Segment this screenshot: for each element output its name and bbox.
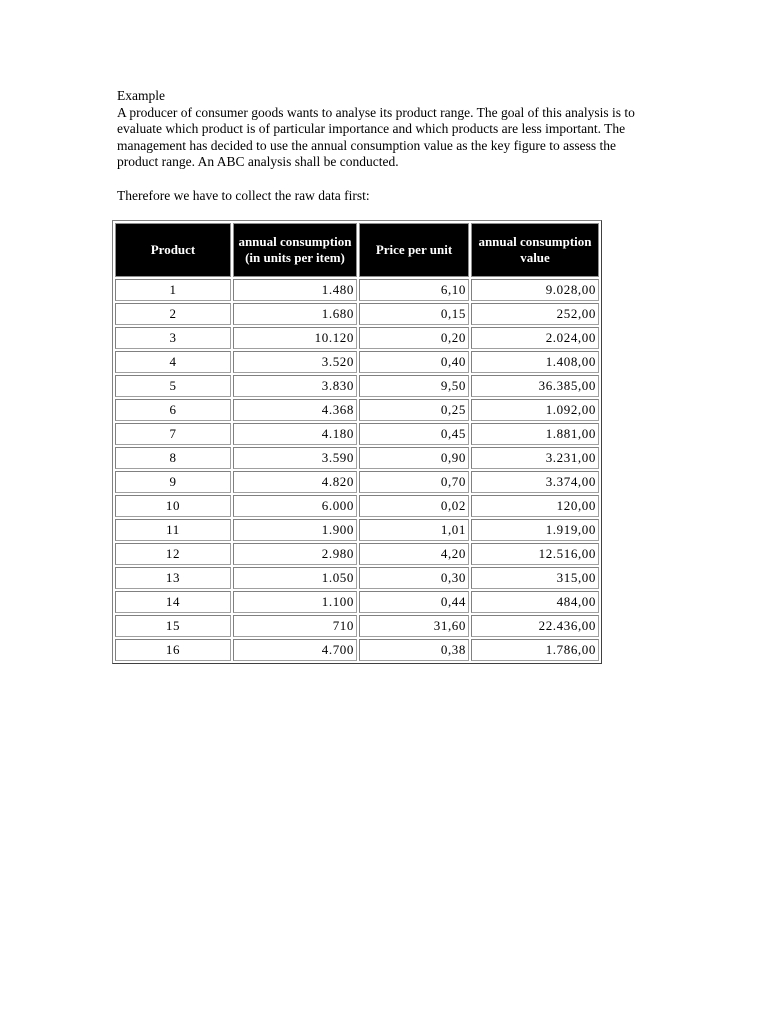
header-price-per-unit: Price per unit (359, 223, 469, 277)
table-row (115, 375, 599, 397)
table-body (115, 279, 599, 661)
cell-product: 13 (115, 567, 231, 589)
cell-annual-consumption-value: 1.408,00 (471, 351, 599, 373)
cell-annual-consumption: 4.180 (233, 423, 357, 445)
cell-price-per-unit: 0,02 (359, 495, 469, 517)
cell-annual-consumption: 10.120 (233, 327, 357, 349)
cell-product: 1 (115, 279, 231, 301)
cell-annual-consumption: 3.830 (233, 375, 357, 397)
cell-annual-consumption: 4.820 (233, 471, 357, 493)
cell-product: 5 (115, 375, 231, 397)
cell-price-per-unit: 0,70 (359, 471, 469, 493)
table-row (115, 615, 599, 637)
cell-annual-consumption-value: 12.516,00 (471, 543, 599, 565)
cell-price-per-unit: 0,25 (359, 399, 469, 421)
cell-price-per-unit: 0,90 (359, 447, 469, 469)
cell-product: 15 (115, 615, 231, 637)
cell-product: 2 (115, 303, 231, 325)
header-annual-consumption-value: annual consumption value (471, 223, 599, 277)
cell-product: 16 (115, 639, 231, 661)
cell-price-per-unit: 0,15 (359, 303, 469, 325)
cell-annual-consumption: 1.050 (233, 567, 357, 589)
cell-price-per-unit: 1,01 (359, 519, 469, 541)
table-row (115, 567, 599, 589)
table-row (115, 471, 599, 493)
table-header-row (115, 223, 599, 277)
cell-annual-consumption-value: 36.385,00 (471, 375, 599, 397)
cell-annual-consumption: 1.480 (233, 279, 357, 301)
cell-product: 12 (115, 543, 231, 565)
intro-paragraph: A producer of consumer goods wants to analyse its product range. The goal of this analysis is to evaluate which product is of particular importance and which products are less important. The management has decided to use the annual consumption value as the key figure to assess the product range. An ABC analysis shall be conducted. (117, 104, 635, 170)
cell-product: 10 (115, 495, 231, 517)
cell-annual-consumption: 1.680 (233, 303, 357, 325)
cell-annual-consumption-value: 3.231,00 (471, 447, 599, 469)
document-heading: Example (117, 88, 165, 103)
table-row (115, 423, 599, 445)
cell-annual-consumption-value: 315,00 (471, 567, 599, 589)
cell-annual-consumption-value: 3.374,00 (471, 471, 599, 493)
cell-annual-consumption: 4.368 (233, 399, 357, 421)
cell-annual-consumption-value: 2.024,00 (471, 327, 599, 349)
cell-product: 6 (115, 399, 231, 421)
cell-product: 14 (115, 591, 231, 613)
cell-annual-consumption-value: 484,00 (471, 591, 599, 613)
cell-annual-consumption-value: 1.919,00 (471, 519, 599, 541)
cell-annual-consumption-value: 9.028,00 (471, 279, 599, 301)
cell-product: 4 (115, 351, 231, 373)
cell-price-per-unit: 4,20 (359, 543, 469, 565)
cell-annual-consumption: 710 (233, 615, 357, 637)
cell-price-per-unit: 0,44 (359, 591, 469, 613)
table-row (115, 327, 599, 349)
cell-price-per-unit: 31,60 (359, 615, 469, 637)
document-page (117, 88, 657, 657)
header-annual-consumption: annual consumption (in units per item) (233, 223, 357, 277)
cell-price-per-unit: 9,50 (359, 375, 469, 397)
cell-annual-consumption-value: 1.786,00 (471, 639, 599, 661)
table-row (115, 351, 599, 373)
table-row (115, 399, 599, 421)
table-row (115, 303, 599, 325)
cell-annual-consumption: 4.700 (233, 639, 357, 661)
cell-annual-consumption: 3.520 (233, 351, 357, 373)
cell-annual-consumption: 1.100 (233, 591, 357, 613)
cell-annual-consumption-value: 120,00 (471, 495, 599, 517)
cell-price-per-unit: 6,10 (359, 279, 469, 301)
cell-annual-consumption: 3.590 (233, 447, 357, 469)
cell-product: 8 (115, 447, 231, 469)
cell-product: 9 (115, 471, 231, 493)
cell-annual-consumption: 6.000 (233, 495, 357, 517)
cell-price-per-unit: 0,40 (359, 351, 469, 373)
cell-annual-consumption-value: 22.436,00 (471, 615, 599, 637)
cell-product: 7 (115, 423, 231, 445)
table-row (115, 447, 599, 469)
table-row (115, 495, 599, 517)
cell-price-per-unit: 0,20 (359, 327, 469, 349)
cell-price-per-unit: 0,30 (359, 567, 469, 589)
cell-price-per-unit: 0,45 (359, 423, 469, 445)
cell-product: 3 (115, 327, 231, 349)
header-product: Product (115, 223, 231, 277)
table-row (115, 543, 599, 565)
cell-annual-consumption-value: 1.092,00 (471, 399, 599, 421)
cell-price-per-unit: 0,38 (359, 639, 469, 661)
raw-data-table-container (112, 220, 602, 664)
table-row (115, 279, 599, 301)
table-row (115, 519, 599, 541)
cell-annual-consumption: 2.980 (233, 543, 357, 565)
cell-annual-consumption-value: 252,00 (471, 303, 599, 325)
cell-annual-consumption: 1.900 (233, 519, 357, 541)
lead-sentence: Therefore we have to collect the raw data first: (117, 187, 370, 203)
cell-product: 11 (115, 519, 231, 541)
table-row (115, 591, 599, 613)
raw-data-table (112, 220, 602, 664)
table-row (115, 639, 599, 661)
cell-annual-consumption-value: 1.881,00 (471, 423, 599, 445)
